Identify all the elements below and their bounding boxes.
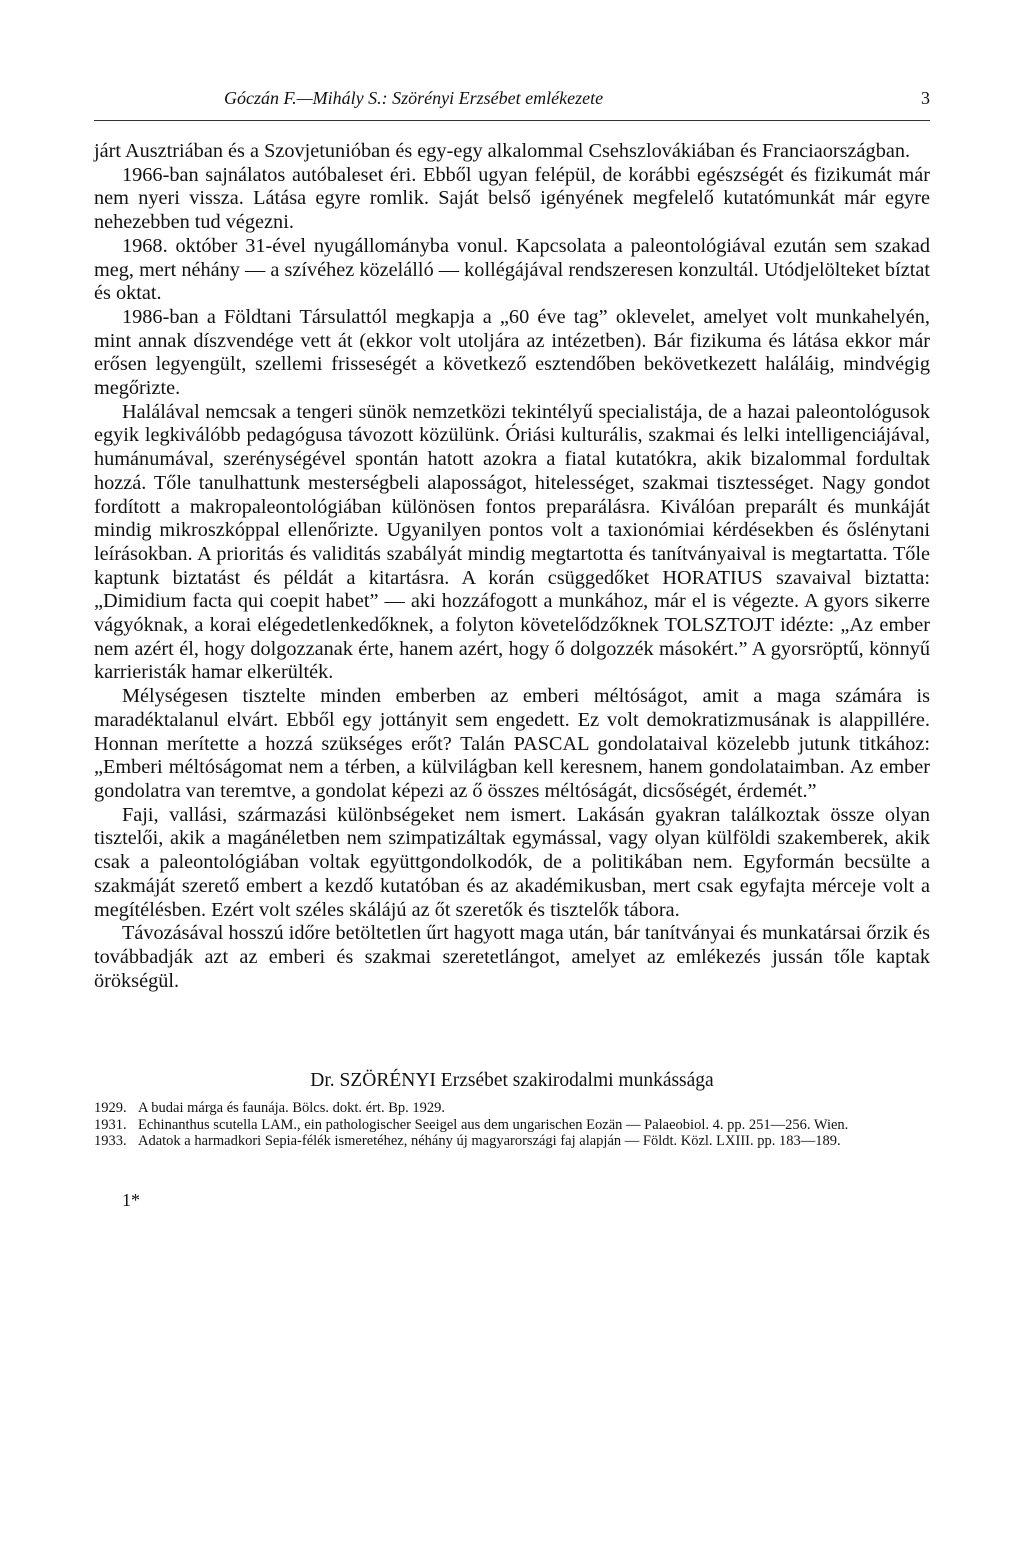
bibliography-entry bbox=[94, 1133, 930, 1150]
paragraph: Távozásával hosszú időre betöltetlen űrt hagyott maga után, bár tanítványai és munkatársai őrzik és továbbadják azt az emberi és szakmai szeretetlángot, amelyet az emlékezés jussán tőle kaptak örökségül. bbox=[94, 922, 930, 992]
paragraph: Mélységesen tisztelte minden emberben az emberi méltóságot, amit a maga számára is maradéktalanul elvárt. Ebből egy jottányit sem engedett. Ez volt demokratizmusának is alappillére. Honnan merítette a hozzá szükséges erőt? Talán PASCAL gondolataival közelebb jutunk titkához: „Emberi méltóságomat nem a térben, a külvilágban kell keresnem, hanem gondolataimban. Az ember gondolatra van teremtve, a gondolat képezi az ő összes méltóságát, dicsőségét, érdemét.” bbox=[94, 685, 930, 802]
paragraph: járt Ausztriában és a Szovjetunióban és egy-egy alkalommal Csehszlovákiában és Franciaországban. bbox=[94, 140, 911, 162]
bibliography-text: Adatok a harmadkori Sepia-félék ismeretéhez, néhány új magyarországi faj alapján — Földt. Közl. LXIII. pp. 183—189. bbox=[138, 1133, 841, 1149]
paragraph: 1986-ban a Földtani Társulattól megkapja a „60 éve tag” oklevelet, amelyet volt munkahelyén, mint annak díszvendége vett át (ekkor volt utoljára az intézetben). Bár fizikuma és látása ekkor már erősen legyengült, szellemi frisseségét a következő esztendőben bekövetkezett haláláig, mindvégig megőrizte. bbox=[94, 305, 930, 400]
bibliography-year: 1933. bbox=[94, 1133, 127, 1149]
paragraph: Halálával nemcsak a tengeri sünök nemzetközi tekintélyű specialistája, de a hazai paleontológusok egyik legkiválóbb pedagógusa távozott közülünk. Óriási kulturális, szakmai és lelki intelligenciájával, humánumával, szerénységével spontán hatott azokra a fiatal kutatókra, akik bizalommal fordultak hozzá. Tőle tanulhattunk mesterségbeli alaposságot, hitelességet, szakmai tisztességet. Nagy gondot fordított a makropaleontológiában különösen fontos preparálásra. Kiválóan preparált és munkáját mindig mikroszkóppal ellenőrizte. Ugyanilyen pontos volt a taxionómiai kérdésekben és őslénytani leírásokban. A prioritás és validitás szabályát mindig megtartotta és tanítványaival is megtartatta. Tőle kaptunk biztatást és példát a kitartásra. A korán csüggedőket HORATIUS szavaival biztatta: „Dimidium facta qui coepit habet” — aki hozzáfogott a munkához, már el is végezte. A gyors sikerre vágyóknak, a korai elégedetlenkedőknek, a folyton követelődzőknek TOLSZTOJT idézte: „Az ember nem azért él, hogy dolgozzanak érte, hanem azért, hogy ő dolgozzék másokért.” A gyorsröptű, könnyű karrieristák hamar elkerülték. bbox=[94, 400, 930, 684]
bibliography-year: 1929. bbox=[94, 1100, 127, 1116]
bibliography-entry bbox=[94, 1100, 930, 1117]
running-head bbox=[94, 88, 930, 114]
header-rule bbox=[94, 120, 930, 121]
bibliography-heading: Dr. SZÖRÉNYI Erzsébet szakirodalmi munkássága bbox=[310, 1070, 714, 1091]
paragraph: Faji, vallási, származási különbségeket nem ismert. Lakásán gyakran találkoztak össze olyan tisztelői, akik a magánéletben nem szimpatizáltak egymással, vagy olyan külföldi szakemberek, akik csak a paleontológiában voltak együttgondolkodók, de a politikában nem. Egyformán becsülte a szakmáját szerető embert a kezdő kutatóban és az akadémikusban, mert csak egyfajta mérceje volt a megítélésben. Ezért volt széles skálájú az őt szeretők és tisztelők tábora. bbox=[94, 803, 930, 921]
paragraph: 1966-ban sajnálatos autóbaleset éri. Ebből ugyan felépül, de korábbi egészségét és fizikumát már nem nyeri vissza. Látása egyre romlik. Saját belső igényének megfelelő kutatómunkát már egyre nehezebben tud végezni. bbox=[94, 163, 930, 234]
running-head-title: Góczán F.—Mihály S.: Szörényi Erzsébet emlékezete bbox=[224, 88, 604, 108]
paragraph: 1968. október 31-ével nyugállományba vonul. Kapcsolata a paleontológiával ezután sem szakad meg, mert néhány — a szívéhez közelálló — kollégájával rendszeresen konzultál. Utódjelölteket bíztat és oktat. bbox=[94, 234, 930, 305]
signature-mark: 1* bbox=[122, 1190, 140, 1210]
bibliography-list bbox=[94, 1100, 930, 1150]
bibliography-text: A budai márga és faunája. Bölcs. dokt. ért. Bp. 1929. bbox=[138, 1100, 445, 1116]
bibliography-entry bbox=[94, 1117, 930, 1134]
page-number: 3 bbox=[921, 88, 930, 108]
article-body bbox=[94, 140, 930, 993]
bibliography-text: Echinanthus scutella LAM., ein pathologischer Seeigel aus dem ungarischen Eozän — Palaeobiol. 4. pp. 251—256. Wien. bbox=[138, 1116, 849, 1133]
bibliography-year: 1931. bbox=[94, 1116, 127, 1133]
